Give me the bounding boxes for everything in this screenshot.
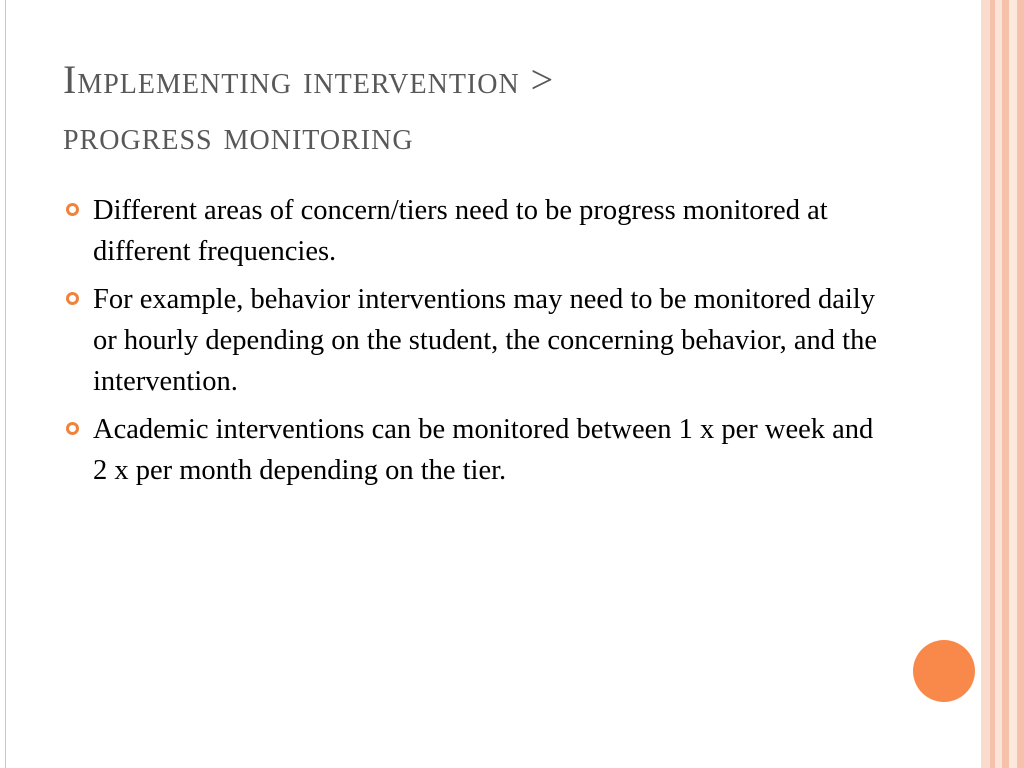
bullet-text: Different areas of concern/tiers need to be progress monitored at different frequencies. (93, 195, 828, 267)
bullet-item (63, 190, 883, 272)
circle-bullet-icon (66, 422, 79, 435)
bullet-item (63, 279, 883, 402)
left-border-line (5, 0, 6, 768)
right-stripe-decoration (1017, 0, 1024, 768)
right-stripe-decoration (981, 0, 990, 768)
bullet-text: For example, behavior interventions may need to be monitored daily or hourly depending on the student, the concerning behavior, and the intervention. (93, 284, 877, 397)
bullet-list (63, 190, 883, 498)
slide-title (63, 52, 943, 164)
circle-bullet-icon (66, 292, 79, 305)
bullet-text: Academic interventions can be monitored between 1 x per week and 2 x per month depending on the tier. (93, 414, 874, 486)
right-stripe-decoration (995, 0, 1002, 768)
slide-title-line-1: Implementing intervention > (63, 57, 555, 102)
slide-title-line-2: progress monitoring (63, 113, 414, 158)
right-stripe-decoration (1002, 0, 1009, 768)
bullet-item (63, 409, 883, 491)
circle-bullet-icon (66, 203, 79, 216)
decorative-orange-circle (913, 640, 975, 702)
right-stripe-decoration (1009, 0, 1017, 768)
